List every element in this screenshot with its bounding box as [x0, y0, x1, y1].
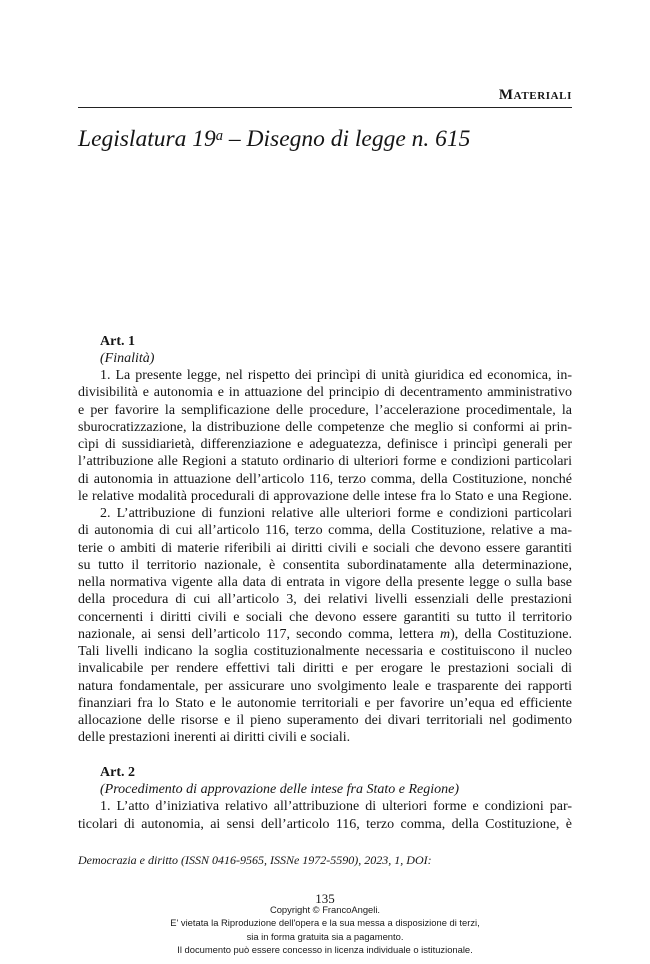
article-1 [78, 333, 572, 747]
paragraph-line: di autonomia in attuazione dell’articolo 116, terzo comma, della Costituzione, nonché [78, 471, 572, 487]
page-number: 135 [315, 891, 335, 906]
article-heading: Art. 2 [100, 764, 135, 780]
paragraph-line: terie o ambiti di materie riferibili ai diritti civili e sociali che devono essere garantiti [78, 540, 572, 556]
paragraph-line: 1. La presente legge, nel rispetto dei princìpi di unità giuridica ed economica, in- [100, 368, 572, 383]
paragraph-line: concernenti i diritti civili e sociali che devono essere garantiti su tutto il territorio [78, 609, 572, 625]
paragraph-line: 1. L’atto d’iniziativa relativo all’attribuzione di ulteriori forme e condizioni par- [100, 799, 572, 815]
paragraph [78, 505, 572, 747]
title-text: Legislatura 19 [78, 126, 216, 152]
body-text [78, 333, 572, 833]
paragraph-line: cìpi di sussidiarietà, differenziazione e adeguatezza, definisce i princìpi generali per [78, 437, 572, 452]
paragraph-line: le relative modalità procedurali di approvazione delle intese fra lo Stato e una Regione. [78, 488, 572, 504]
paragraph-line: invalicabile per rendere effettivi tali diritti e per erogare le prestazioni sociali di [78, 661, 572, 677]
journal-citation: Democrazia e diritto (ISSN 0416-9565, ISSNe 1972-5590), 2023, 1, DOI: [78, 852, 432, 867]
paragraph [78, 367, 572, 505]
paragraph-line: natura fondamentale, per assicurare uno svolgimento leale e trasparente dei rapporti [78, 678, 572, 694]
paragraph-line: su tutto il territorio nazionale, è consentita subordinatamente alla determinazione, [78, 557, 572, 573]
copyright-line: Copyright © FrancoAngeli. [269, 904, 381, 916]
paragraph-line: finanziari fra lo Stato e le autonomie territoriali e per favorire un’equa ed efficiente [78, 695, 572, 711]
article-heading: Art. 1 [100, 333, 135, 349]
copyright-notice [0, 903, 650, 956]
paragraph-line: di autonomia di cui all’articolo 116, terzo comma, della Costituzione, relative a ma- [78, 523, 572, 539]
article-subtitle: (Finalità) [100, 350, 155, 366]
line-text: ), della Costituzione. [450, 626, 572, 642]
paragraph-line [78, 626, 572, 643]
paragraph-line: della procedura di cui all’articolo 3, dei relativi livelli essenziali delle prestazioni [78, 592, 572, 608]
paragraph-line: allocazione delle risorse e il pieno superamento dei divari territoriali nel godimento [78, 713, 572, 728]
paragraph-line: nella normativa vigente alla data di entrata in vigore della presente legge o sulla base [78, 575, 572, 590]
italic-letter: m [440, 626, 451, 642]
paragraph [78, 798, 572, 833]
title-superscript: a [215, 127, 224, 144]
copyright-line: sia in forma gratuita sia a pagamento. [246, 930, 404, 942]
paragraph-line: ticolari di autonomia, ai sensi dell’articolo 116, terzo comma, della Costituzione, è [78, 816, 572, 832]
line-text: nazionale, ai sensi dell’articolo 117, secondo comma, lettera [78, 626, 441, 642]
copyright-line: E' vietata la Riproduzione dell'opera e la sua messa a disposizione di terzi, [170, 917, 480, 929]
paragraph-line: Tali livelli indicano la soglia costituzionalmente necessaria e costituiscono il nucleo [78, 644, 572, 659]
section-label: Materiali [498, 87, 572, 103]
paragraph-line: l’attribuzione alle Regioni a statuto ordinario di ulteriori forme e condizioni particolari [78, 454, 572, 470]
paragraph-line: 2. L’attribuzione di funzioni relative alle ulteriori forme e condizioni particolari [100, 506, 572, 521]
article-subtitle: (Procedimento di approvazione delle intese fra Stato e Regione) [100, 782, 459, 797]
paragraph-line: e per favorire la semplificazione delle procedure, l’accelerazione procedimentale, la [78, 402, 572, 418]
article-2 [78, 764, 572, 833]
paragraph-line: delle prestazioni inerenti ai diritti civili e sociali. [78, 730, 351, 746]
document-title [78, 125, 470, 153]
header-rule [78, 107, 572, 108]
paragraph-line: divisibilità e autonomia e in attuazione del principio di decentramento amministrativo [78, 385, 572, 401]
paragraph-line: sburocratizzazione, la distribuzione delle competenze che meglio si conformi ai prin- [78, 419, 572, 435]
title-text-rest: – Disegno di legge n. 615 [223, 126, 471, 152]
copyright-line: Il documento può essere concesso in licenza individuale o istituzionale. [177, 943, 473, 955]
